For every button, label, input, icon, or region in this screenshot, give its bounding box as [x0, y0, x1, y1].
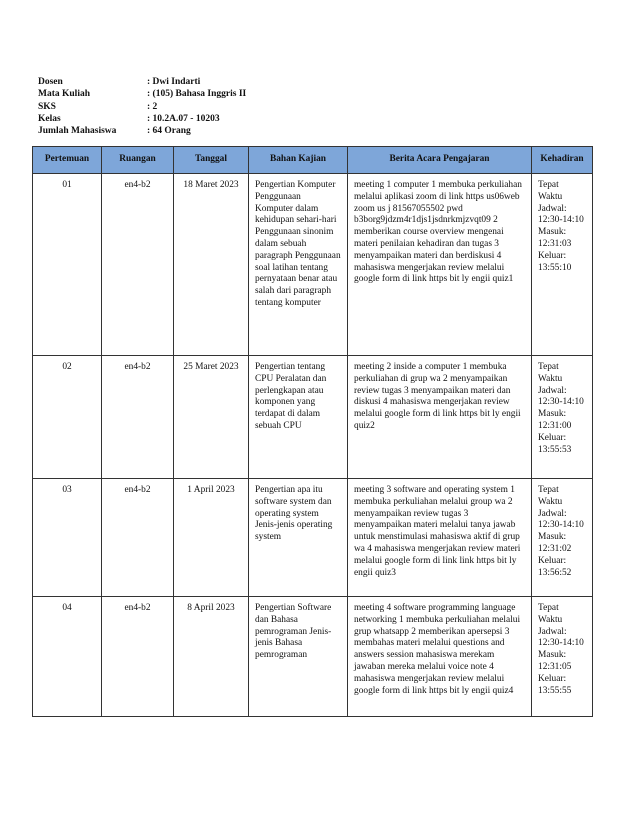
kehadiran-line: Tepat: [538, 485, 559, 495]
sks-row: [38, 101, 246, 113]
kehadiran-line: Tepat: [538, 362, 559, 372]
kehadiran-line: 12:31:02: [538, 543, 572, 554]
course-info-header: [38, 76, 246, 137]
sks-label: SKS: [38, 101, 56, 112]
kehadiran-cell: [532, 356, 593, 479]
table-row: [33, 356, 593, 479]
bahan-kajian-cell: Pengertian tentang CPU Peralatan dan perlengkapan atau komponen yang terdapat di dalam sebuah CPU: [249, 356, 348, 479]
kehadiran-line: Jadwal:: [538, 626, 567, 637]
kehadiran-line: 12:30-14:10: [538, 638, 584, 649]
kehadiran-cell: [532, 479, 593, 597]
column-header: Berita Acara Pengajaran: [348, 147, 532, 174]
kehadiran-line: Masuk:: [538, 227, 567, 238]
kehadiran-line: Keluar:: [538, 432, 567, 443]
ruangan-cell: en4-b2: [102, 356, 174, 479]
kehadiran-line: 12:31:00: [538, 420, 572, 431]
table-header-row: [33, 147, 593, 174]
kehadiran-line: 13:55:55: [538, 685, 572, 696]
kehadiran-line: Masuk:: [538, 532, 567, 543]
kehadiran-line: Keluar:: [538, 555, 567, 566]
dosen-value: : Dwi Indarti: [147, 77, 201, 87]
pertemuan-cell: 01: [33, 174, 102, 356]
kehadiran-line: 13:55:10: [538, 262, 572, 273]
kelas-label: Kelas: [38, 113, 61, 124]
mata-kuliah-label: Mata Kuliah: [38, 89, 90, 100]
tanggal-cell: 25 Maret 2023: [174, 356, 249, 479]
mata-kuliah-row: [38, 88, 246, 100]
pertemuan-cell: 04: [33, 597, 102, 717]
bahan-kajian-cell: Pengertian Komputer Penggunaan Komputer dalam kehidupan sehari-hari Penggunaan sinonim dalam sebuah paragraph Penggunaan soal latihan tentang pernyataan benar atau salah dari paragraph tentang komputer: [249, 174, 348, 356]
jumlah-mahasiswa-label: Jumlah Mahasiswa: [38, 126, 117, 137]
kehadiran-cell: [532, 597, 593, 717]
berita-acara-cell: meeting 3 software and operating system 1 membuka perkuliahan melalui group wa 2 menyampaikan review tugas 3 menyampaikan materi melalui tanya jawab untuk menstimulasi mahasiswa aktif di grup wa 4 mahasiswa mengerjakan review materi melalui google form di link link https bit ly engii quiz3: [348, 479, 532, 597]
kehadiran-line: Jadwal:: [538, 203, 567, 214]
attendance-table: [32, 146, 593, 717]
kelas-value: : 10.2A.07 - 10203: [147, 113, 220, 124]
dosen-label: Dosen: [38, 77, 63, 87]
jumlah-mahasiswa-value: : 64 Orang: [147, 126, 191, 137]
kehadiran-line: Jadwal:: [538, 508, 567, 519]
table-row: [33, 597, 593, 717]
kehadiran-line: 13:56:52: [538, 567, 572, 578]
kehadiran-line: 12:30-14:10: [538, 397, 584, 408]
kehadiran-line: 12:30-14:10: [538, 215, 584, 226]
kehadiran-line: Tepat: [538, 180, 559, 190]
jumlah-mahasiswa-row: [38, 125, 246, 137]
kehadiran-line: Keluar:: [538, 250, 567, 261]
kehadiran-line: Waktu: [538, 496, 563, 507]
tanggal-cell: 18 Maret 2023: [174, 174, 249, 356]
berita-acara-cell: meeting 1 computer 1 membuka perkuliahan melalui aplikasi zoom di link https us06web zoom us j 81567055502 pwd b3borg9jdzm4r1djs1jsdnrkmjzvqt09 2 memberikan course overview mengenai materi penilaian kehadiran dan tugas 3 menyampaikan materi dan berdiskusi 4 mahasiswa mengerjakan review melalui google form di link https bit ly engii quiz1: [348, 174, 532, 356]
ruangan-cell: en4-b2: [102, 597, 174, 717]
column-header: Bahan Kajian: [249, 147, 348, 174]
kehadiran-line: Waktu: [538, 614, 563, 625]
kehadiran-line: 12:31:05: [538, 661, 572, 672]
pertemuan-cell: 03: [33, 479, 102, 597]
column-header: Kehadiran: [532, 147, 593, 174]
column-header: Pertemuan: [33, 147, 102, 174]
kehadiran-line: Masuk:: [538, 409, 567, 420]
kehadiran-line: 12:30-14:10: [538, 520, 584, 531]
kehadiran-line: 13:55:53: [538, 444, 572, 455]
tanggal-cell: 1 April 2023: [174, 479, 249, 597]
kehadiran-line: Masuk:: [538, 650, 567, 661]
ruangan-cell: en4-b2: [102, 479, 174, 597]
kehadiran-line: Tepat: [538, 603, 559, 613]
table-row: [33, 174, 593, 356]
column-header: Tanggal: [174, 147, 249, 174]
kehadiran-line: Waktu: [538, 191, 563, 202]
kelas-row: [38, 113, 246, 125]
berita-acara-cell: meeting 2 inside a computer 1 membuka perkuliahan di grup wa 2 menyampaikan review tugas 3 menyampaikan materi dan diskusi 4 mahasiswa mengerjakan review melalui google form di link https bit ly engii quiz2: [348, 356, 532, 479]
mata-kuliah-value: : (105) Bahasa Inggris II: [147, 89, 247, 100]
kehadiran-cell: [532, 174, 593, 356]
dosen-row: [38, 76, 246, 88]
ruangan-cell: en4-b2: [102, 174, 174, 356]
sks-value: : 2: [147, 101, 158, 112]
bahan-kajian-cell: Pengertian Software dan Bahasa pemrograman Jenis-jenis Bahasa pemrograman: [249, 597, 348, 717]
kehadiran-line: 12:31:03: [538, 238, 572, 249]
table-row: [33, 479, 593, 597]
kehadiran-line: Keluar:: [538, 673, 567, 684]
pertemuan-cell: 02: [33, 356, 102, 479]
column-header: Ruangan: [102, 147, 174, 174]
berita-acara-cell: meeting 4 software programming language networking 1 membuka perkuliahan melalui grup whatsapp 2 memberikan apersepsi 3 membahas materi melalui questions and answers session mahasiswa merekam jawaban mereka melalui voice note 4 mahasiswa mengerjakan review melalui google form di link https bit ly engii quiz4: [348, 597, 532, 717]
kehadiran-line: Waktu: [538, 373, 563, 384]
kehadiran-line: Jadwal:: [538, 385, 567, 396]
tanggal-cell: 8 April 2023: [174, 597, 249, 717]
bahan-kajian-cell: Pengertian apa itu software system dan operating system Jenis-jenis operating system: [249, 479, 348, 597]
